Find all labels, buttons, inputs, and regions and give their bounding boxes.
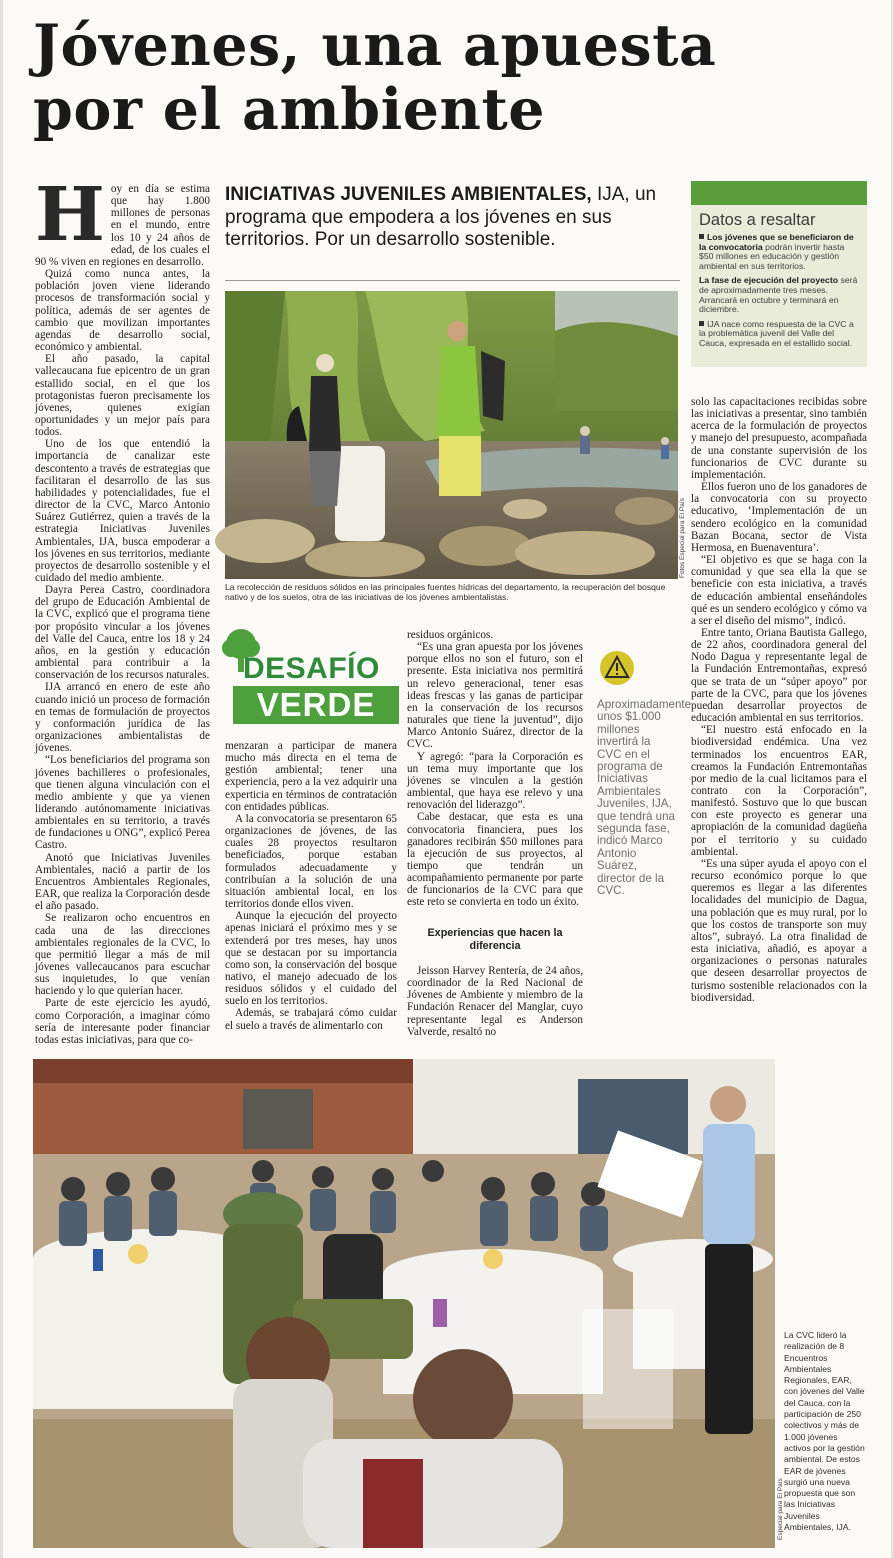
paragraph: residuos orgánicos. (407, 629, 494, 641)
paragraph: IJA arrancó en enero de este año cuando inició un proceso de formación en temas de formulación de proyectos y conformación jurídica de las organizaciones ambientalistas de jóvenes. (35, 681, 210, 755)
paragraph: “El objetivo es que se haga con la comunidad y que sea ella la que se beneficie con esta iniciativa, a través de educación ambiental enseñándoles qué es un sendero ecológico y cómo va a ser el diseño del mismo”, indicó. (691, 554, 867, 627)
article-column-5 (691, 396, 867, 1046)
pull-quote-text: Aproximadamente unos $1.000 millones invertirá la CVC en el programa de Iniciativas Ambientales Juveniles, IJA, que tendrá una segunda fase, indicó Marco Antonio Suárez, director de la CVC. (597, 698, 692, 898)
bullet-square-icon (699, 321, 704, 326)
highlight-item (691, 276, 867, 319)
paragraph: Anotó que Iniciativas Juveniles Ambientales, nació a partir de los Encuentros Ambientales Regionales, EAR, que realiza la Corporación desde el año pasado. (35, 851, 210, 913)
paragraph: Ellos fueron uno de los ganadores de la convocatoria con su proyecto educativo, ‘Implementación de un sendero ecológico en la comunidad Bazan Bocana, sector de Vista Hermosa, en Buenaventura’. (691, 481, 867, 554)
warning-icon (597, 650, 637, 686)
headline-line-2: por el ambiente (33, 76, 546, 143)
highlight-item-text: podrán invertir hasta $50 millones en educación y gestión ambiental en sus territorios. (699, 241, 845, 271)
paragraph: Dayra Perea Castro, coordinadora del grupo de Educación Ambiental de la CVC, explicó que el programa tiene por propósito vincular a los jóvenes del Valle del Cauca, entre los 18 y 24 años, en la gestión y educación ambiental para contribuir a la conservación de los recursos naturales. (35, 584, 210, 682)
paragraph: Parte de este ejercicio les ayudó, como Corporación, a imaginar cómo sería de interesante poder financiar todas estas iniciativas, para que co- (35, 997, 210, 1046)
paragraph: Se realizaron ocho encuentros en cada una de las direcciones ambientales regionales de la CVC, lo que permitió llegar a más de mil jóvenes vallecaucanos para escuchar sus inquietudes, lo que venían haciendo y lo que quierían hacer. (35, 912, 210, 998)
highlight-item (691, 233, 867, 276)
deck-bold: INICIATIVAS JUVENILES AMBIENTALES, (225, 184, 592, 205)
highlight-item-text: IJA nace como respuesta de la CVC a la problemática juvenil del Valle del Cauca, expresada en el estallido social. (699, 318, 854, 348)
highlight-item-text: será de aproximadamente tres meses. Arrancará en octubre y terminará en diciembre. (699, 275, 858, 315)
deck-text: IJA, un programa que empodera a los jóvenes en sus territorios. Por un desarrollo sostenible. (225, 184, 657, 250)
article-column-2 (225, 740, 397, 1040)
paragraph: A la convocatoria se presentaron 65 organizaciones de jóvenes, de las cuales 28 proyectos resultaron beneficiados, porque estaban formulados adecuadamente y contribuían a la solución de una situación ambiental local, en los territorios donde ellos viven. (225, 812, 397, 911)
photo-caption: La CVC lideró la realización de 8 Encuentros Ambientales Regionales, EAR, con jóvenes del Valle del Cauca, con la participación de 250 colectivos y más de 1.000 jóvenes activos por la gestión ambiental. De estos EAR de jóvenes surgió una nueva propuesta que son las Iniciativas Juveniles Ambientales, IJA. (784, 1330, 865, 1533)
logo-word-top: DESAFÍO (243, 652, 380, 685)
photo-credit: Especial para El País (777, 1478, 784, 1540)
pull-quote (597, 650, 692, 898)
desafio-verde-logo (221, 628, 399, 724)
section-subhead: Experiencias que hacen la diferencia (427, 927, 563, 952)
article-column-3-continued (407, 965, 583, 1045)
paragraph: Quizá como nunca antes, la población joven viene liderando procesos de transformación social y política, además de ser agentes de cambio que movilizan importantes agendas de desarrollo social, económico y ambiental. (35, 268, 210, 354)
paragraph: oy en día se estima que hay 1.800 millones de personas en el mundo, entre los 10 y 24 años de edad, de los cuales el 90 % viven en regiones en desarrollo. (35, 183, 210, 268)
photo-river-cleanup (225, 291, 678, 579)
paragraph: “El nuestro está enfocado en la biodiversidad endémica. Una vez terminados los encuentros EAR, creamos la Fundación Entremontañas por medio de la cual licitamos para el contrato con la Corporación”, manifestó. Sostuvo que lo que buscan con este proyecto es generar una apropiación de la comunidad dagüeña por el territorio y su cuidado ambiental. (691, 724, 867, 858)
photo-credit: Fotos Especial para El País (679, 498, 686, 578)
highlight-item-bold: La fase de ejecución del proyecto (699, 275, 839, 286)
highlights-box-bar (691, 181, 867, 205)
paragraph: “Los beneficiarios del programa son jóvenes bachilleres o profesionales, que tienen alguna vinculación con el medio ambiente y que ya vienen liderando autónomamente iniciativas ambientales en su territorio, a través de fundaciones u ONG”, explicó Perea Castro. (35, 754, 210, 852)
photo-caption: La recolección de residuos sólidos en las principales fuentes hídricas del departamento, la recuperación del bosque nativo y de los suelos, otra de las iniciativas de los jóvenes ambientalistas. (225, 582, 666, 603)
highlight-item-bold: Los jóvenes que se beneficiaron de la convocatoria (699, 232, 854, 252)
paragraph: menzaran a participar de manera mucho más directa en el tema de gestión ambiental; tener una experiencia, pero a la vez adquirir una experticia en términos de contratación con entidades públicas. (225, 740, 397, 813)
paragraph: Uno de los que entendió la importancia de canalizar este descontento a través de estrategias que facilitaran el desarrollo de las sus habilidades y potencialidades, fue el director de la CVC, Marco Antonio Suárez Gutiérrez, quien a través de la estrategia Iniciativas Juveniles Ambientales, IJA, busca empoderar a los jóvenes en sus territorios, mediante proyectos de desarrollo sostenible y el cuidado del medio ambiente. (35, 438, 210, 584)
article-column-1 (35, 172, 210, 1046)
paragraph: “Es una súper ayuda el apoyo con el recurso económico porque lo que queremos es llegar a las diferentes localidades del municipio de Dagua, una población que es muy rural, por lo que los costos de transporte son muy altos”, subrayó. La otra finalidad de esta iniciativa, añadió, es apoyar a organizaciones o personas naturales que deseen desarrollar proyectos de turismo sostenible relacionados con la biodiversidad. (691, 857, 867, 1004)
deck-divider (225, 280, 680, 281)
highlights-box-title: Datos a resaltar (699, 211, 816, 229)
photo-youth-meeting (33, 1059, 775, 1548)
highlights-box (691, 181, 867, 367)
highlight-item (691, 320, 867, 354)
paragraph: Jeisson Harvey Rentería, de 24 años, coordinador de la Red Nacional de Jóvenes de Ambiente y miembro de la Fundación Renacer del Manglar, cuyo representante legal es Anderson Valverde, resaltó no (407, 965, 583, 1038)
headline-line-1: Jóvenes, una apuesta (33, 12, 717, 79)
paragraph: Aunque la ejecución del proyecto apenas iniciará el próximo mes y se extenderá por tres meses, hay unos que se destacan por su importancia como son, la conservación del bosque nativo, el manejo adecuado de los residuos sólidos y el cuidado del suelo en los territorios. (225, 910, 397, 1008)
paragraph: solo las capacitaciones recibidas sobre las iniciativas a presentar, sino también acerca de la formulación de proyectos y manejo del presupuesto, acompañada de una constante supervisión de los funcionarios de CVC durante su implementación. (691, 396, 867, 481)
paragraph: Y agregó: “para la Corporación es un tema muy importante que los jóvenes se vinculen a la gestión ambiental, que haya ese relevo y una renovación del liderazgo”. (407, 750, 583, 812)
bullet-square-icon (699, 234, 704, 239)
headline (33, 14, 853, 142)
deck-subheadline (225, 184, 680, 252)
paragraph: Entre tanto, Oriana Bautista Gallego, de 22 años, coordinadora general del Nodo Dagua y representante legal de la Fundación Entremontañas, expresó que se trata de un “súper apoyo” por parte de la CVC, para que los jóvenes puedan desarrollar proyectos de educación ambiental en sus territorios. (691, 626, 867, 725)
paragraph: Cabe destacar, que esta es una convocatoria financiera, pues los ganadores recibirán $50 millones para la ejecución de sus proyectos, al tiempo que tendrán un acompañamiento permanente por parte de funcionarios de la CVC para que este reto se convierta en todo un éxito. (407, 811, 583, 909)
paragraph: “Es una gran apuesta por los jóvenes porque ellos no son el futuro, son el presente. Esta iniciativa nos permitirá un relevo generacional, tener esas ideas frescas y las ganas de participar en la conservación de los recursos naturales que tiene la juventud”, dijo Marco Antonio Suárez, director de la CVC. (407, 641, 583, 751)
logo-word-bottom: VERDE (233, 686, 399, 724)
drop-cap: H (35, 172, 105, 258)
paragraph: Además, se trabajará cómo cuidar el suelo a través de alimentarlo con (225, 1007, 397, 1032)
paragraph: El año pasado, la capital vallecaucana fue epicentro de un gran estallido social, en el que los protagonistas fueron precisamente los jóvenes, quienes exigían oportunidades y un mejor país para todos. (35, 353, 210, 439)
article-column-3 (407, 629, 583, 929)
